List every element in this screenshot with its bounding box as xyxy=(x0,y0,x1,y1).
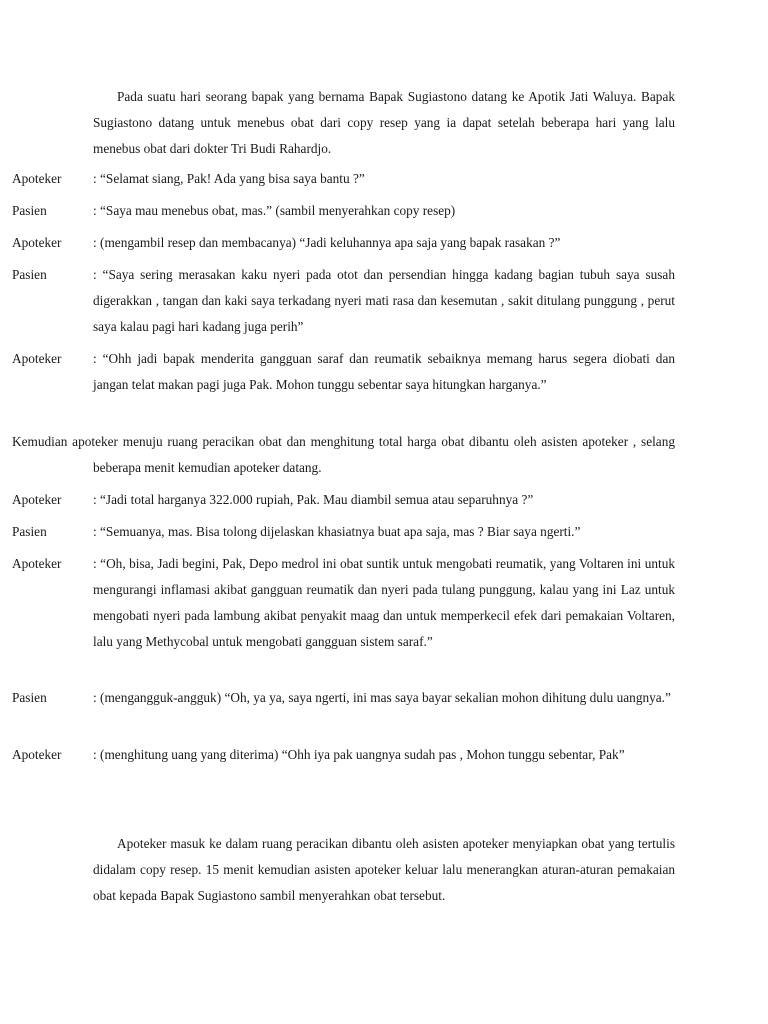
utterance: : “Oh, bisa, Jadi begini, Pak, Depo medrol ini obat suntik untuk mengobati reumatik, yang Voltaren ini untuk mengurangi inflamasi akibat gangguan reumatik dan nyeri pada tulang punggung, kalau yang ini Laz untuk mengobati nyeri pada lambung akibat penyakit maag dan untuk memperkecil efek dari pemakaian Voltaren, lalu yang Methycobal untuk mengobati gangguan sistem saraf.” xyxy=(93,556,675,649)
dialog-line xyxy=(12,487,675,513)
utterance: : (menghitung uang yang diterima) “Ohh iya pak uangnya sudah pas , Mohon tunggu sebentar, Pak” xyxy=(93,747,625,762)
utterance: : (mengangguk-angguk) “Oh, ya ya, saya ngerti, ini mas saya bayar sekalian mohon dihitung dulu uangnya.” xyxy=(93,690,671,705)
speaker-label: Pasien xyxy=(12,690,47,705)
utterance: : “Saya mau menebus obat, mas.” (sambil menyerahkan copy resep) xyxy=(93,203,456,218)
dialog-line xyxy=(12,262,675,340)
utterance: : “Selamat siang, Pak! Ada yang bisa saya bantu ?” xyxy=(93,171,365,186)
dialog-line xyxy=(12,685,675,711)
dialog-line xyxy=(12,346,675,398)
speaker-label: Apoteker xyxy=(12,171,62,186)
dialog-line xyxy=(12,166,675,192)
speaker-label: Apoteker xyxy=(12,492,62,507)
dialog-line xyxy=(12,519,675,545)
utterance: : (mengambil resep dan membacanya) “Jadi keluhannya apa saja yang bapak rasakan ?” xyxy=(93,235,561,250)
speaker-label: Apoteker xyxy=(12,556,62,571)
speaker-label: Pasien xyxy=(12,524,47,539)
utterance: : “Saya sering merasakan kaku nyeri pada otot dan persendian hingga kadang bagian tubuh saya susah digerakkan , tangan dan kaki saya terkadang nyeri mati rasa dan kesemutan , sakit ditulang punggung , perut saya kalau pagi hari kadang juga perih” xyxy=(93,267,675,334)
narration-paragraph: Kemudian apoteker menuju ruang peracikan obat dan menghitung total harga obat dibantu oleh asisten apoteker , selang beberapa menit kemudian apoteker datang. xyxy=(12,434,675,475)
intro-paragraph: Pada suatu hari seorang bapak yang bernama Bapak Sugiastono datang ke Apotik Jati Waluya. Bapak Sugiastono datang untuk menebus obat dari copy resep yang ia dapat setelah beberapa hari yang lalu menebus obat dari dokter Tri Budi Rahardjo. xyxy=(93,89,675,156)
speaker-label: Apoteker xyxy=(12,235,62,250)
dialog-line xyxy=(12,230,675,256)
speaker-label: Pasien xyxy=(12,267,47,282)
speaker-label: Apoteker xyxy=(12,351,62,366)
dialog-line xyxy=(12,551,675,655)
utterance: : “Jadi total harganya 322.000 rupiah, Pak. Mau diambil semua atau separuhnya ?” xyxy=(93,492,534,507)
speaker-label: Apoteker xyxy=(12,747,62,762)
dialog-line xyxy=(12,198,675,224)
closing-paragraph: Apoteker masuk ke dalam ruang peracikan dibantu oleh asisten apoteker menyiapkan obat yang tertulis didalam copy resep. 15 menit kemudian asisten apoteker keluar lalu menerangkan aturan-aturan pemakaian obat kepada Bapak Sugiastono sambil menyerahkan obat tersebut. xyxy=(93,836,675,903)
utterance: : “Ohh jadi bapak menderita gangguan saraf dan reumatik sebaiknya memang harus segera diobati dan jangan telat makan pagi juga Pak. Mohon tunggu sebentar saya hitungkan harganya.” xyxy=(93,351,675,392)
dialog-line xyxy=(12,742,675,768)
utterance: : “Semuanya, mas. Bisa tolong dijelaskan khasiatnya buat apa saja, mas ? Biar saya ngerti.” xyxy=(93,524,581,539)
speaker-label: Pasien xyxy=(12,203,47,218)
